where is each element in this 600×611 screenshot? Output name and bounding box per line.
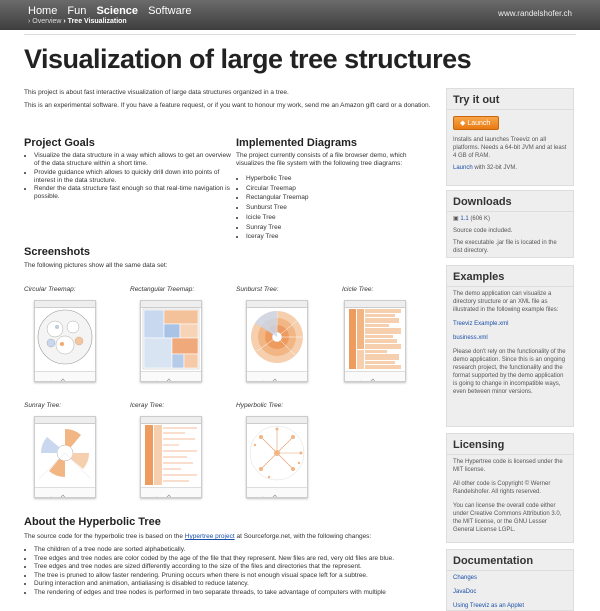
- shot-label-sunray-tree: Sunray Tree:: [24, 402, 62, 409]
- about-hyperbolic-heading: About the Hyperbolic Tree: [24, 516, 161, 528]
- shot-label-hyperbolic-tree: Hyperbolic Tree:: [236, 402, 284, 409]
- list-item: • Visualize the data structure in a way which allows to get an overview of the data structure within a short time.: [34, 152, 234, 169]
- list-item: • Tree edges and tree nodes are sized differently according to the size of the files and directories that the represent.: [34, 563, 444, 572]
- list-item: • Rectangular Treemap: [246, 193, 426, 203]
- changes-link[interactable]: Changes: [453, 575, 478, 581]
- breadcrumb-current: › Tree Visualization: [63, 18, 127, 25]
- try-it-out-heading: Try it out: [447, 89, 573, 110]
- list-item: • Render the data structure fast enough so that real-time navigation is possible.: [34, 185, 234, 202]
- list-item: • Icicle Tree: [246, 213, 426, 223]
- launch-button[interactable]: ◆ Launch: [453, 116, 499, 130]
- icicle-tree-screenshot[interactable]: [344, 300, 406, 382]
- list-item: • Hyperbolic Tree: [246, 174, 426, 184]
- nav-home[interactable]: Home: [28, 5, 58, 17]
- project-goals-list: [24, 152, 234, 202]
- treeviz-example-xml-link[interactable]: Treeviz Example.xml: [453, 321, 509, 327]
- downloads-heading: Downloads: [447, 191, 573, 212]
- download-source-note: Source code included.: [453, 228, 513, 234]
- project-goals-heading: Project Goals: [24, 137, 95, 149]
- javadoc-link[interactable]: JavaDoc: [453, 589, 477, 595]
- sunray-tree-screenshot[interactable]: [34, 416, 96, 498]
- diagrams-list: [236, 174, 426, 242]
- rectangular-treemap-screenshot[interactable]: [140, 300, 202, 382]
- hypertree-project-link[interactable]: Hypertree project: [184, 533, 235, 540]
- download-jar-note: The executable .jar file is located in the dist directory.: [453, 240, 557, 254]
- downloads-panel: [446, 190, 574, 258]
- shot-label-icicle-tree: Icicle Tree:: [342, 286, 374, 293]
- licensing-copyright: All other code is Copyright © Werner Randelshofer. All rights reserved.: [453, 481, 551, 495]
- breadcrumb: [28, 18, 127, 25]
- download-size: (606 K): [470, 216, 491, 222]
- licensing-options: You can license the overall code either under Creative Commons Attribution 3.0, the MIT license, or the GNU Lesser General License LGPL.: [453, 503, 562, 533]
- about-intro: The source code for the hyperbolic tree is based on the Hypertree project at Sourceforge.net, with the following changes:: [24, 533, 372, 540]
- list-item: • The rendering of edges and tree nodes is performed in two separate threads, to take advantage of computers with multiple: [34, 589, 444, 598]
- licensing-panel: [446, 433, 574, 543]
- try-it-out-text: Installs and launches Treeviz on all platforms. Needs a 64-bit JVM and at least 4 GB of RAM.: [453, 137, 567, 159]
- about-changes-list: [24, 546, 444, 598]
- download-version-link[interactable]: 1.1: [460, 216, 469, 222]
- list-item: • The children of a tree node are sorted alphabetically.: [34, 546, 444, 555]
- donation-paragraph: This is an experimental software. If you have a feature request, or if you want to honour my work, send me an Amazon gift card or a donation.: [24, 102, 431, 109]
- top-navigation-bar: [0, 0, 600, 30]
- header-divider: [24, 34, 576, 35]
- screenshots-intro: The following pictures show all the same data set:: [24, 262, 168, 269]
- site-url[interactable]: www.randelshofer.ch: [498, 9, 572, 18]
- hyperbolic-tree-screenshot[interactable]: [246, 416, 308, 498]
- sunburst-tree-screenshot[interactable]: [246, 300, 308, 382]
- page-title: Visualization of large tree structures: [24, 44, 472, 74]
- intro-paragraph: This project is about fast interactive visualization of large data structures organized in a tree.: [24, 89, 289, 96]
- breadcrumb-overview[interactable]: › Overview: [28, 18, 62, 25]
- disk-icon: ▣: [453, 216, 461, 222]
- list-item: • Tree edges and tree nodes are color coded by the age of the file that they represent. New files are red, very old files are blue.: [34, 555, 444, 564]
- iceray-tree-screenshot[interactable]: [140, 416, 202, 498]
- list-item: • Circular Treemap: [246, 184, 426, 194]
- list-item: • Provide guidance which allows to quickly drill down into points of interest in the data structure.: [34, 169, 234, 186]
- licensing-heading: Licensing: [447, 434, 573, 455]
- examples-text: The demo application can visualize a directory structure or an XML file as illustrated in the following example files:: [453, 291, 559, 313]
- screenshots-heading: Screenshots: [24, 246, 91, 258]
- list-item: • During interaction and animation, antialiasing is disabled to reduce latency.: [34, 580, 444, 589]
- examples-panel: [446, 265, 574, 427]
- list-item: • Sunray Tree: [246, 223, 426, 233]
- shot-label-rectangular-treemap: Rectangular Treemap:: [130, 286, 195, 293]
- nav-fun[interactable]: Fun: [67, 5, 87, 17]
- download-row: [447, 215, 573, 223]
- list-item: • Iceray Tree: [246, 232, 426, 242]
- shot-label-sunburst-tree: Sunburst Tree:: [236, 286, 279, 293]
- launch-icon: ◆: [460, 120, 468, 127]
- applet-link[interactable]: Using Treeviz as an Applet: [453, 603, 525, 609]
- launch-32bit-link[interactable]: Launch: [453, 165, 473, 171]
- examples-heading: Examples: [447, 266, 573, 287]
- licensing-hypertree: The Hypertree code is licensed under the MIT license.: [453, 459, 563, 473]
- main-nav: [28, 5, 199, 17]
- implemented-diagrams-heading: Implemented Diagrams: [236, 137, 358, 149]
- documentation-panel: [446, 549, 574, 611]
- shot-label-circular-treemap: Circular Treemap:: [24, 286, 76, 293]
- try-it-out-panel: [446, 88, 574, 186]
- circular-treemap-screenshot[interactable]: [34, 300, 96, 382]
- launch-32bit-line: Launch with 32-bit JVM.: [453, 165, 518, 171]
- examples-note: Please don't rely on the functionality of the demo application. Since this is an ongoing research project, the functionality and the format supported by the demo application is going to change in incompatible ways, even between minor versions.: [453, 349, 566, 395]
- shot-label-iceray-tree: Iceray Tree:: [130, 402, 165, 409]
- business-xml-link[interactable]: business.xml: [453, 335, 488, 341]
- diagrams-intro: The project currently consists of a file browser demo, which visualizes the file system with the following tree diagrams:: [236, 152, 407, 167]
- documentation-heading: Documentation: [447, 550, 573, 571]
- list-item: • Sunburst Tree: [246, 203, 426, 213]
- list-item: • The tree is pruned to allow faster rendering. Pruning occurs when there is not enough visual space left for a subtree.: [34, 572, 444, 581]
- nav-software[interactable]: Software: [148, 5, 192, 17]
- nav-science[interactable]: Science: [96, 5, 139, 17]
